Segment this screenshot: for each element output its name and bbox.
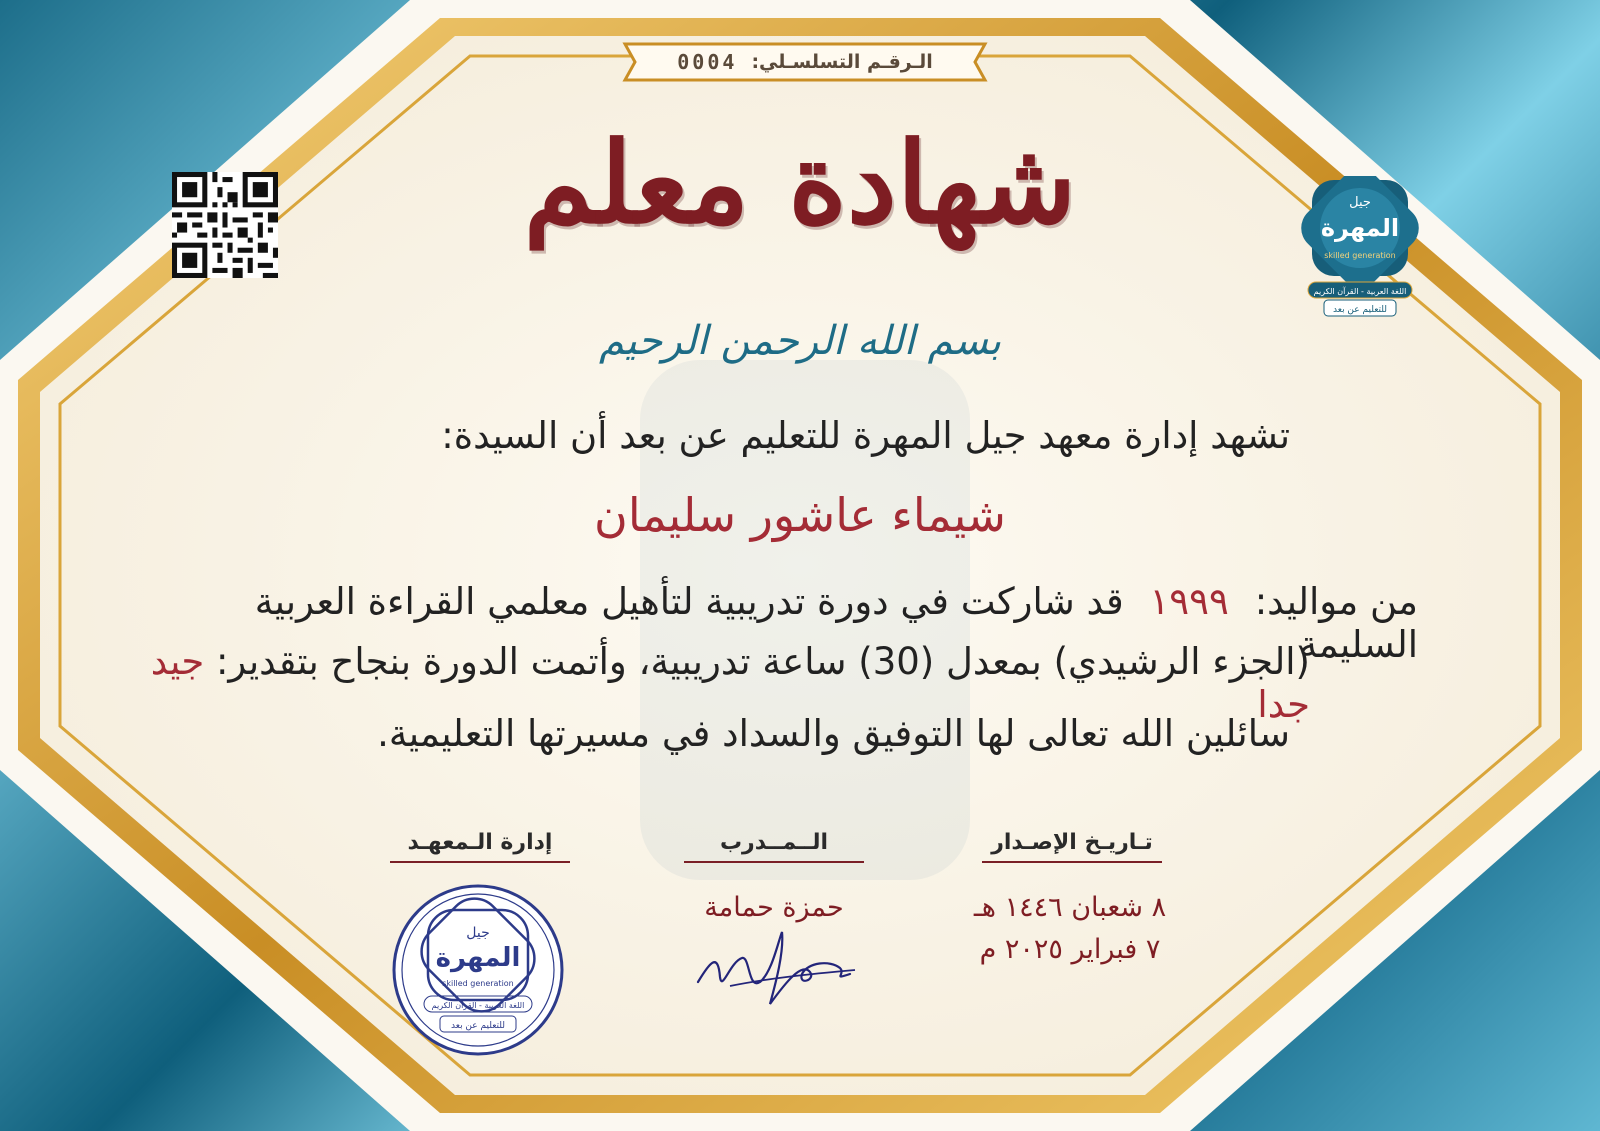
trainer-label: الــمــدرب [684, 830, 864, 863]
course-text: قد شاركت في دورة تدريبية لتأهيل معلمي القراءة العربية السليمة [254, 580, 1418, 666]
logo-top-text: جيل [1349, 195, 1371, 210]
trainer-name: حمزة حمامة [704, 892, 844, 923]
recipient-name: شيماء عاشور سليمان [594, 488, 1006, 542]
serial-number-plaque [640, 44, 970, 80]
trainer-signature [690, 922, 860, 1022]
serial-number: 0004 [677, 50, 738, 74]
logo-ribbon-text: اللغة العربية - القرآن الكريم [1313, 287, 1407, 296]
stamp-ribbon-text: اللغة العربية - القرآن الكريم [431, 1001, 525, 1010]
basmala: بسم الله الرحمن الرحيم [598, 318, 1002, 364]
stamp-main-text: المهرة [435, 943, 521, 973]
grade: جيد جدا [150, 640, 1310, 726]
birth-label: من مواليد: [1254, 580, 1418, 623]
gregorian-date: ٧ فبراير ٢٠٢٥ م [979, 934, 1161, 965]
hours-text: (الجزء الرشيدي) بمعدل (30) ساعة تدريبية، وأتمت الدورة بنجاح بتقدير: [215, 640, 1310, 683]
hijri-date: ٨ شعبان ١٤٤٦ هـ [973, 892, 1167, 923]
birth-year: ١٩٩٩ [1149, 580, 1229, 623]
institute-stamp [390, 882, 566, 1058]
logo-en-text: skilled generation [1324, 251, 1396, 260]
intro-line: تشهد إدارة معهد جيل المهرة للتعليم عن بعد أن السيدة: [441, 414, 1290, 457]
stamp-sub-text: للتعليم عن بعد [451, 1021, 505, 1031]
stamp-en-text: skilled generation [442, 979, 514, 988]
stamp-top-text: جيل [466, 925, 490, 941]
logo-sub-text: للتعليم عن بعد [1333, 305, 1387, 315]
logo-main-text: المهرة [1320, 214, 1400, 242]
closing-line: سائلين الله تعالى لها التوفيق والسداد في مسيرتها التعليمية. [377, 712, 1290, 755]
issue-date-label: تـاريـخ الإصـدار [982, 830, 1162, 863]
certificate-title: شهادة معلم [523, 118, 1077, 249]
serial-label: الـرقـم التسلسـلي: [751, 51, 933, 73]
admin-label: إدارة الـمعهـد [390, 830, 570, 863]
